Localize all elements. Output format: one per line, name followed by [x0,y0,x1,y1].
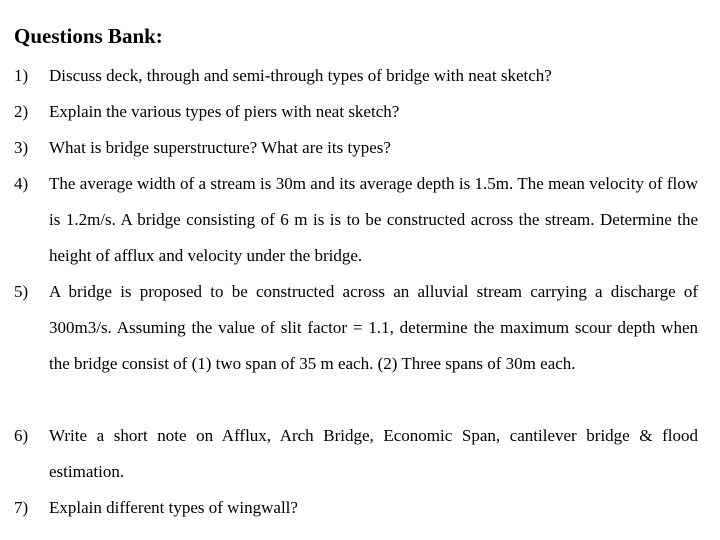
question-number: 2) [14,102,29,121]
question-text: The average width of a stream is 30m and its average depth is 1.5m. The mean velocity of flow is 1.2m/s. A bridge consisting of 6 m is is to be constructed across the stream. Determine the height of afflux and velocity under the bridge. [49,174,698,265]
question-number: 4) [14,174,29,193]
question-text: Explain different types of wingwall? [49,498,298,517]
question-text: What is bridge superstructure? What are its types? [49,138,391,157]
question-item [14,166,698,274]
question-item [14,130,698,166]
question-item [14,58,698,94]
question-item [14,274,698,382]
page-title: Questions Bank: [14,24,163,48]
question-number: 3) [14,138,29,157]
question-item [14,490,698,526]
question-text: Explain the various types of piers with neat sketch? [49,102,400,121]
question-text: Discuss deck, through and semi-through types of bridge with neat sketch? [49,66,552,85]
question-number: 7) [14,498,29,517]
question-item [14,94,698,130]
question-text: Write a short note on Afflux, Arch Bridge, Economic Span, cantilever bridge & flood estimation. [49,426,698,481]
question-text: A bridge is proposed to be constructed across an alluvial stream carrying a discharge of 300m3/s. Assuming the value of slit factor = 1.1, determine the maximum scour depth when the bridge consist of (1) two span of 35 m each. (2) Three spans of 30m each. [49,282,698,373]
question-item [14,418,698,490]
question-number: 1) [14,66,29,85]
question-number: 6) [14,426,29,445]
question-number: 5) [14,282,29,301]
